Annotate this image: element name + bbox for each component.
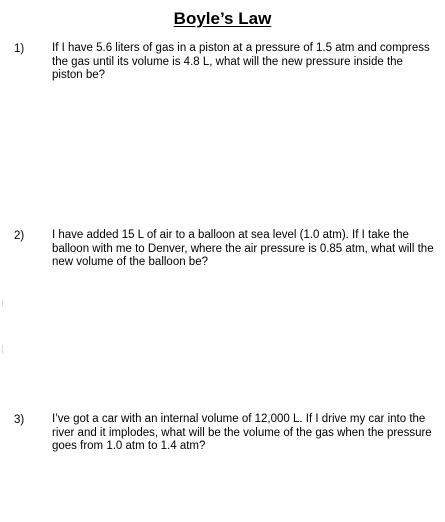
problem-1-number: 1) bbox=[14, 43, 25, 55]
scan-mark bbox=[2, 345, 3, 353]
page-title: Boyle’s Law bbox=[173, 9, 272, 28]
problem-3-number: 3) bbox=[14, 414, 25, 426]
problem-2-text: I have added 15 L of air to a balloon at sea level (1.0 atm). If I take the balloon with me to Denver, where the air pressure is 0.85 atm, what will the new volume of the balloon be? bbox=[52, 229, 434, 268]
problem-2-number: 2) bbox=[14, 230, 25, 242]
problem-3-text: I’ve got a car with an internal volume of 12,000 L. If I drive my car into the river and it implodes, what will be the volume of the gas when the pressure goes from 1.0 atm to 1.4 atm? bbox=[52, 413, 432, 452]
scan-mark bbox=[2, 300, 3, 306]
problem-1-text: If I have 5.6 liters of gas in a piston at a pressure of 1.5 atm and compress the gas until its volume is 4.8 L, what will the new pressure inside the piston be? bbox=[52, 42, 430, 81]
